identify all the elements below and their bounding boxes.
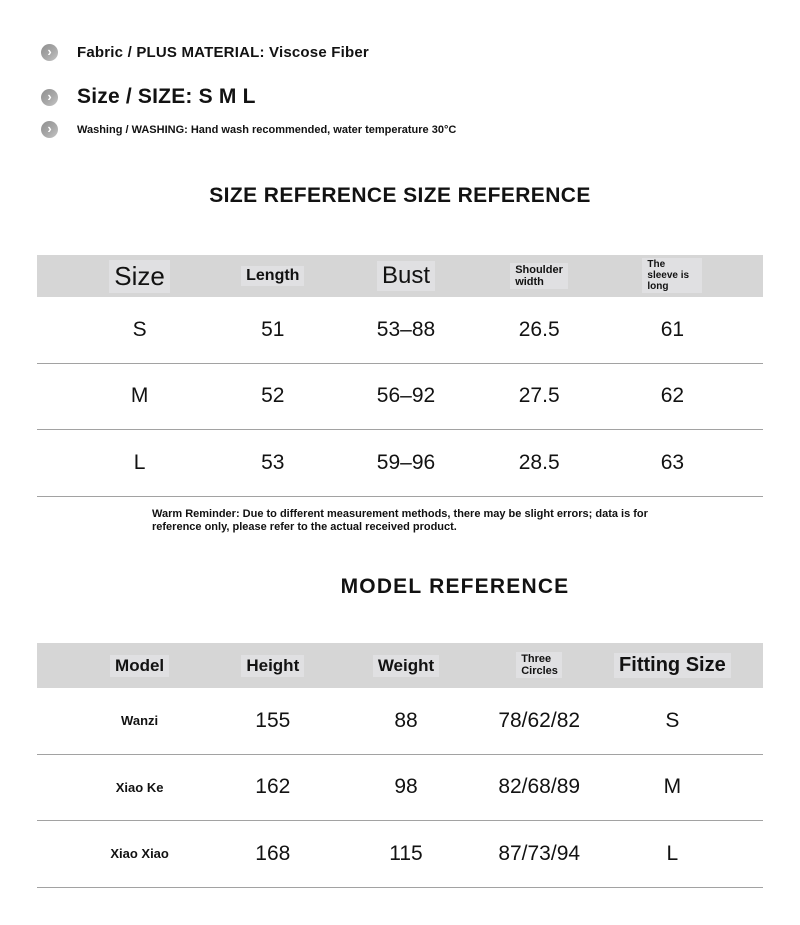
size-table-body (37, 297, 763, 497)
model-table (37, 643, 763, 888)
table-cell: 168 (255, 841, 291, 865)
column-header-label: Shoulder width (510, 263, 568, 289)
table-cell: 59–96 (376, 450, 436, 474)
model-table-body (37, 688, 763, 888)
table-cell: S (665, 708, 680, 732)
feature-label-fabric: Fabric / PLUS MATERIAL: Viscose Fiber (77, 44, 369, 61)
feature-label-washing: Washing / WASHING: Hand wash recommended, water temperature 30°C (77, 123, 457, 136)
size-reference-title: SIZE REFERENCE SIZE REFERENCE (209, 184, 591, 207)
column-header-weight (373, 655, 439, 677)
column-header-length (241, 266, 304, 286)
table-cell: 62 (660, 384, 685, 408)
column-header-label: The sleeve is long (642, 258, 702, 293)
model-table-header-row (37, 643, 763, 688)
column-header-label: Length (241, 266, 304, 286)
model-reference-title-text: MODEL REFERENCE (340, 575, 570, 598)
column-header-label: Size (109, 260, 170, 293)
table-cell: 56–92 (376, 384, 436, 408)
table-cell: 88 (394, 708, 418, 732)
table-row-l (37, 430, 763, 497)
table-cell: 162 (255, 775, 291, 799)
column-header-bust (377, 261, 435, 291)
table-row-xiao-ke (37, 755, 763, 822)
table-row-xiao-xiao (37, 821, 763, 888)
table-cell: 26.5 (518, 317, 560, 341)
size-table (37, 255, 763, 497)
table-cell: 82/68/89 (498, 775, 581, 799)
column-header-label: Weight (373, 655, 439, 677)
table-row-wanzi (37, 688, 763, 755)
table-cell: 155 (255, 708, 291, 732)
table-cell: S (132, 317, 147, 341)
chevron-right-icon: › (41, 44, 58, 61)
table-row-m (37, 364, 763, 431)
table-cell: 63 (660, 450, 685, 474)
table-cell: 52 (261, 384, 285, 408)
table-cell: 61 (660, 317, 685, 341)
feature-item-washing (41, 121, 456, 138)
feature-label-size: Size / SIZE: S M L (77, 85, 256, 108)
chevron-right-icon: › (41, 121, 58, 138)
table-cell: Xiao Xiao (110, 846, 169, 862)
table-cell: 87/73/94 (498, 841, 581, 865)
table-cell: 27.5 (518, 384, 560, 408)
warm-reminder-note: Warm Reminder: Due to different measurement methods, there may be slight errors; data is for reference only, please refer to the actual received product. (152, 508, 648, 533)
table-cell: L (133, 450, 146, 474)
table-cell: M (130, 384, 149, 408)
column-header-fitting-size (614, 653, 731, 678)
table-cell: 53 (261, 450, 285, 474)
table-cell: 53–88 (376, 317, 436, 341)
column-header-model (110, 655, 169, 677)
model-reference-title (0, 575, 800, 599)
table-cell: 98 (394, 775, 418, 799)
table-cell: Wanzi (121, 713, 159, 729)
feature-item-fabric (41, 44, 369, 61)
column-header-label: Fitting Size (614, 653, 731, 678)
table-cell: 78/62/82 (498, 708, 581, 732)
table-cell: Xiao Ke (115, 779, 164, 795)
column-header-label: Bust (377, 261, 435, 291)
feature-item-size (41, 85, 256, 109)
table-cell: L (666, 841, 679, 865)
column-header-height (241, 655, 304, 677)
column-header-sleeve (642, 258, 702, 294)
chevron-right-icon: › (41, 89, 58, 106)
size-table-header-row (37, 255, 763, 297)
table-cell: 28.5 (518, 450, 560, 474)
table-row-s (37, 297, 763, 364)
column-header-size (109, 260, 170, 293)
table-cell: M (663, 775, 682, 799)
column-header-label: Model (110, 655, 169, 677)
table-cell: 115 (389, 841, 423, 865)
table-cell: 51 (261, 317, 285, 341)
column-header-three-circles (516, 652, 562, 679)
column-header-label: Three Circles (516, 652, 562, 678)
column-header-label: Height (241, 655, 304, 677)
column-header-shoulder-width (510, 263, 568, 290)
